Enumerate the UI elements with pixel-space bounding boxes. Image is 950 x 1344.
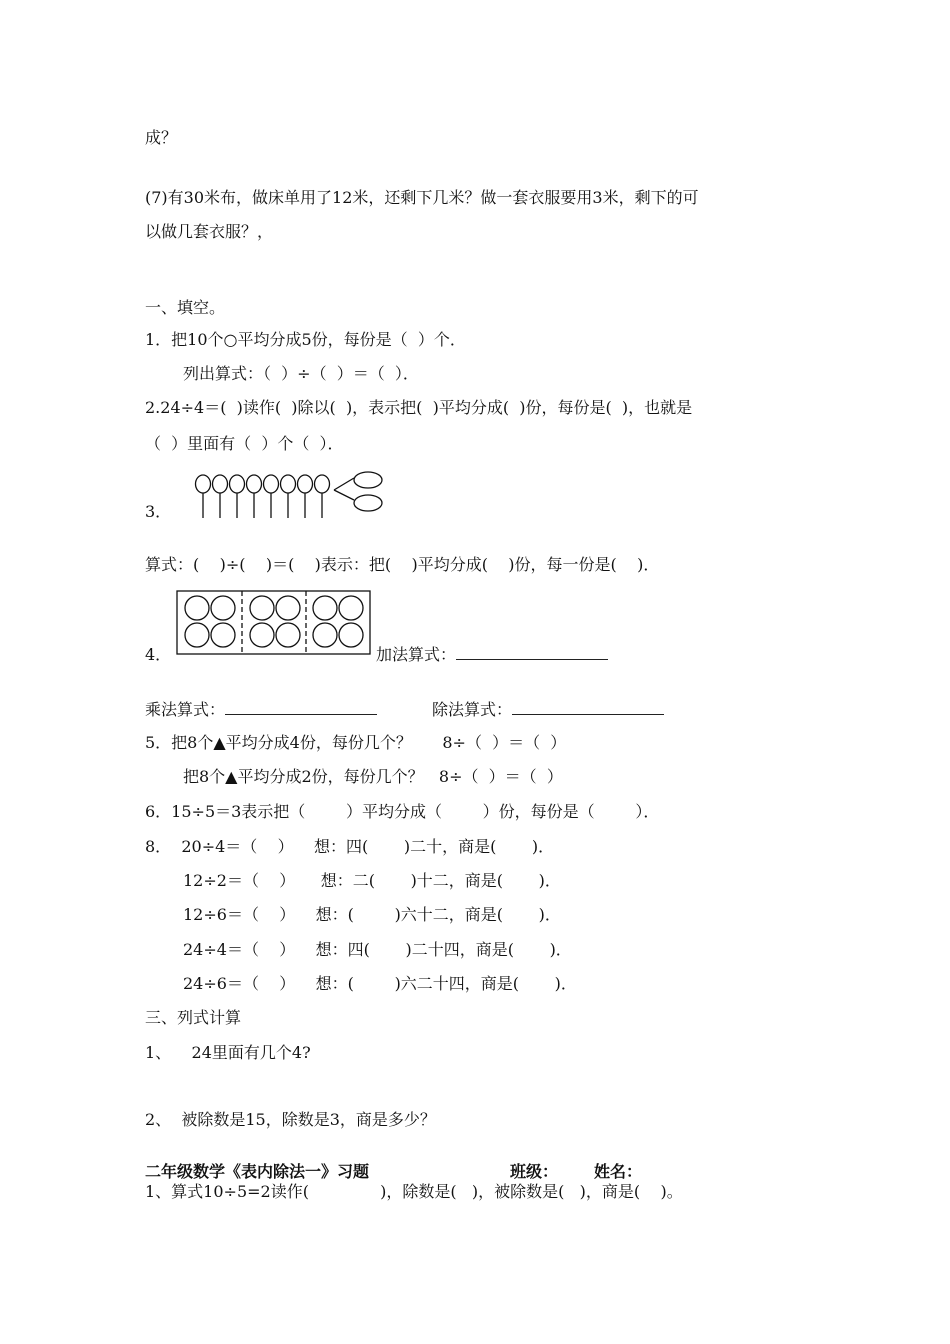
q4-multiplication-row — [145, 700, 377, 720]
q2-line2: （ ）里面有（ ）个（ ）． — [145, 434, 344, 453]
q4-division-label: 除法算式： — [432, 700, 513, 719]
continuation-text: 成？ — [145, 128, 178, 147]
q8-row: 12÷6＝（ ） 想：( )六十二，商是( )． — [183, 905, 561, 924]
q4-addition-label: 加法算式： — [376, 645, 457, 664]
worksheet-title: 二年级数学《表内除法一》习题 — [145, 1162, 370, 1181]
multiplication-answer-blank[interactable] — [225, 700, 377, 715]
q5-line2: 把8个▲平均分成2份，每份几个？ 8÷（ ）＝（ ） — [183, 767, 563, 786]
lollipop-diagram — [190, 470, 390, 520]
division-answer-blank[interactable] — [512, 700, 664, 715]
q3-formula: 算式：( )÷( )＝( )表示：把( )平均分成( )份，每一份是( )． — [145, 555, 660, 574]
addition-answer-blank[interactable] — [456, 645, 608, 660]
q2-line1: 2.24÷4＝( )读作( )除以( )，表示把( )平均分成( )份，每份是( )，也就是 — [145, 398, 693, 417]
circles-group-diagram — [176, 590, 372, 656]
q6-line: 6．15÷5＝3表示把（ ）平均分成（ ）份，每份是（ ）． — [145, 802, 660, 821]
q7-line1: (7)有30米布，做床单用了12米，还剩下几米？做一套衣服要用3米，剩下的可 — [145, 188, 699, 207]
class-label: 班级： — [510, 1162, 559, 1181]
q3-number: 3． — [145, 502, 172, 521]
section1-heading: 一、填空。 — [145, 298, 226, 317]
q1-line2: 列出算式：（ ）÷（ ）＝（ ）． — [183, 364, 419, 383]
section3-heading: 三、列式计算 — [145, 1008, 242, 1027]
q5-line1: 5．把8个▲平均分成4份，每份几个？ 8÷（ ）＝（ ） — [145, 733, 567, 752]
section3-q1: 1、 24里面有几个4? — [145, 1043, 311, 1062]
q1-line1: 1．把10个○平均分成5份，每份是（ ）个． — [145, 330, 466, 349]
q8-row: 24÷6＝（ ） 想：( )六二十四，商是( )． — [183, 974, 577, 993]
q4-multiplication-label: 乘法算式： — [145, 700, 226, 719]
section3-q2: 2、 被除数是15，除数是3，商是多少？ — [145, 1110, 436, 1129]
name-label: 姓名： — [594, 1162, 643, 1181]
q4-number: 4． — [145, 645, 172, 664]
q8-row: 8． 20÷4＝（ ） 想：四( )二十，商是( )． — [145, 837, 555, 856]
q4-division-row — [432, 700, 664, 720]
q8-row: 12÷2＝（ ） 想：二( )十二，商是( )． — [183, 871, 561, 890]
footer-q1: 1、算式10÷5=2读作( )，除数是( )，被除数是( )，商是( )。 — [145, 1182, 683, 1201]
q4-addition-row — [376, 645, 608, 665]
q7-line2: 以做几套衣服？， — [145, 222, 274, 241]
q8-row: 24÷4＝（ ） 想：四( )二十四，商是( )． — [183, 940, 572, 959]
